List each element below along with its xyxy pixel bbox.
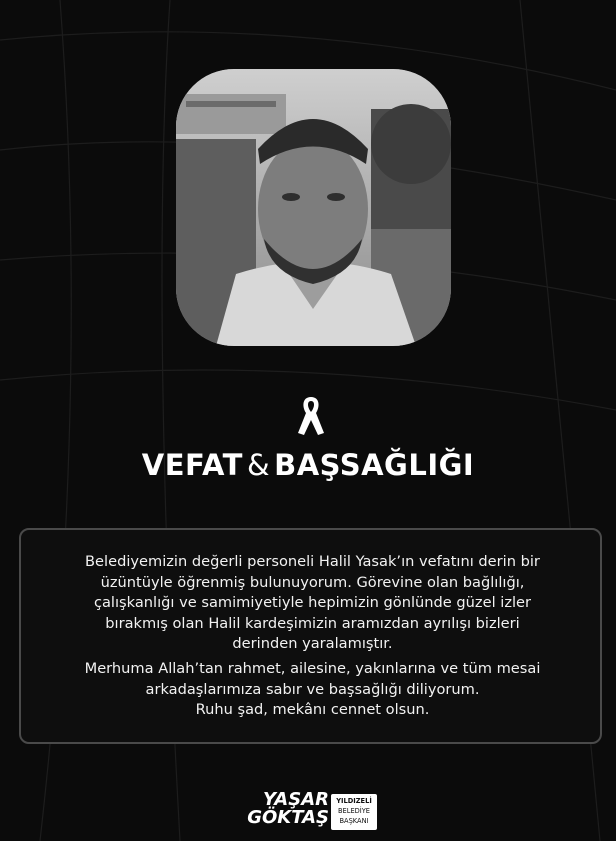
- message-line: Merhuma Allah’tan rahmet, ailesine, yakınlarına ve tüm mesai: [84, 660, 541, 677]
- logo-badge-line-3: BAŞKANI: [339, 816, 369, 825]
- mayor-logo: [245, 791, 385, 835]
- message-line: bırakmış olan Halil kardeşimizin aramızdan ayrılışı bizleri: [105, 614, 520, 632]
- message-line: derinden yaralamıştır.: [232, 635, 393, 652]
- page-title: [0, 448, 616, 482]
- title-bassagligi: BAŞSAĞLIĞI: [274, 448, 475, 482]
- message-line: Belediyemizin değerli personeli Halil Yasak’ın vefatını derin bir: [85, 553, 540, 570]
- message-line: çalışkanlığı ve samimiyetiyle hepimizin gönlünde güzel izler: [93, 594, 532, 611]
- message-line: arkadaşlarımıza sabır ve başsağlığı diliyorum.: [145, 680, 480, 698]
- title-ampersand: &: [246, 448, 271, 482]
- logo-name-last: GÖKTAŞ: [247, 807, 329, 828]
- message-line: üzüntüyle öğrenmiş bulunuyorum. Görevine olan bağlılığı,: [100, 573, 525, 591]
- message-paragraph-2: [21, 659, 604, 721]
- logo-name-first: YAŞAR: [263, 789, 329, 810]
- portrait-photo: [176, 69, 451, 346]
- condolence-message-box: [19, 528, 602, 744]
- message-line: Ruhu şad, mekânı cennet olsun.: [195, 701, 430, 718]
- title-vefat: VEFAT: [141, 448, 243, 482]
- logo-badge-line-2: BELEDİYE: [337, 806, 370, 815]
- mourning-ribbon-icon: [296, 393, 326, 437]
- message-paragraph-1: [21, 552, 604, 655]
- logo-title-badge: [331, 794, 377, 830]
- logo-badge-line-1: YILDIZELİ: [336, 796, 372, 805]
- logo-name: [245, 791, 329, 827]
